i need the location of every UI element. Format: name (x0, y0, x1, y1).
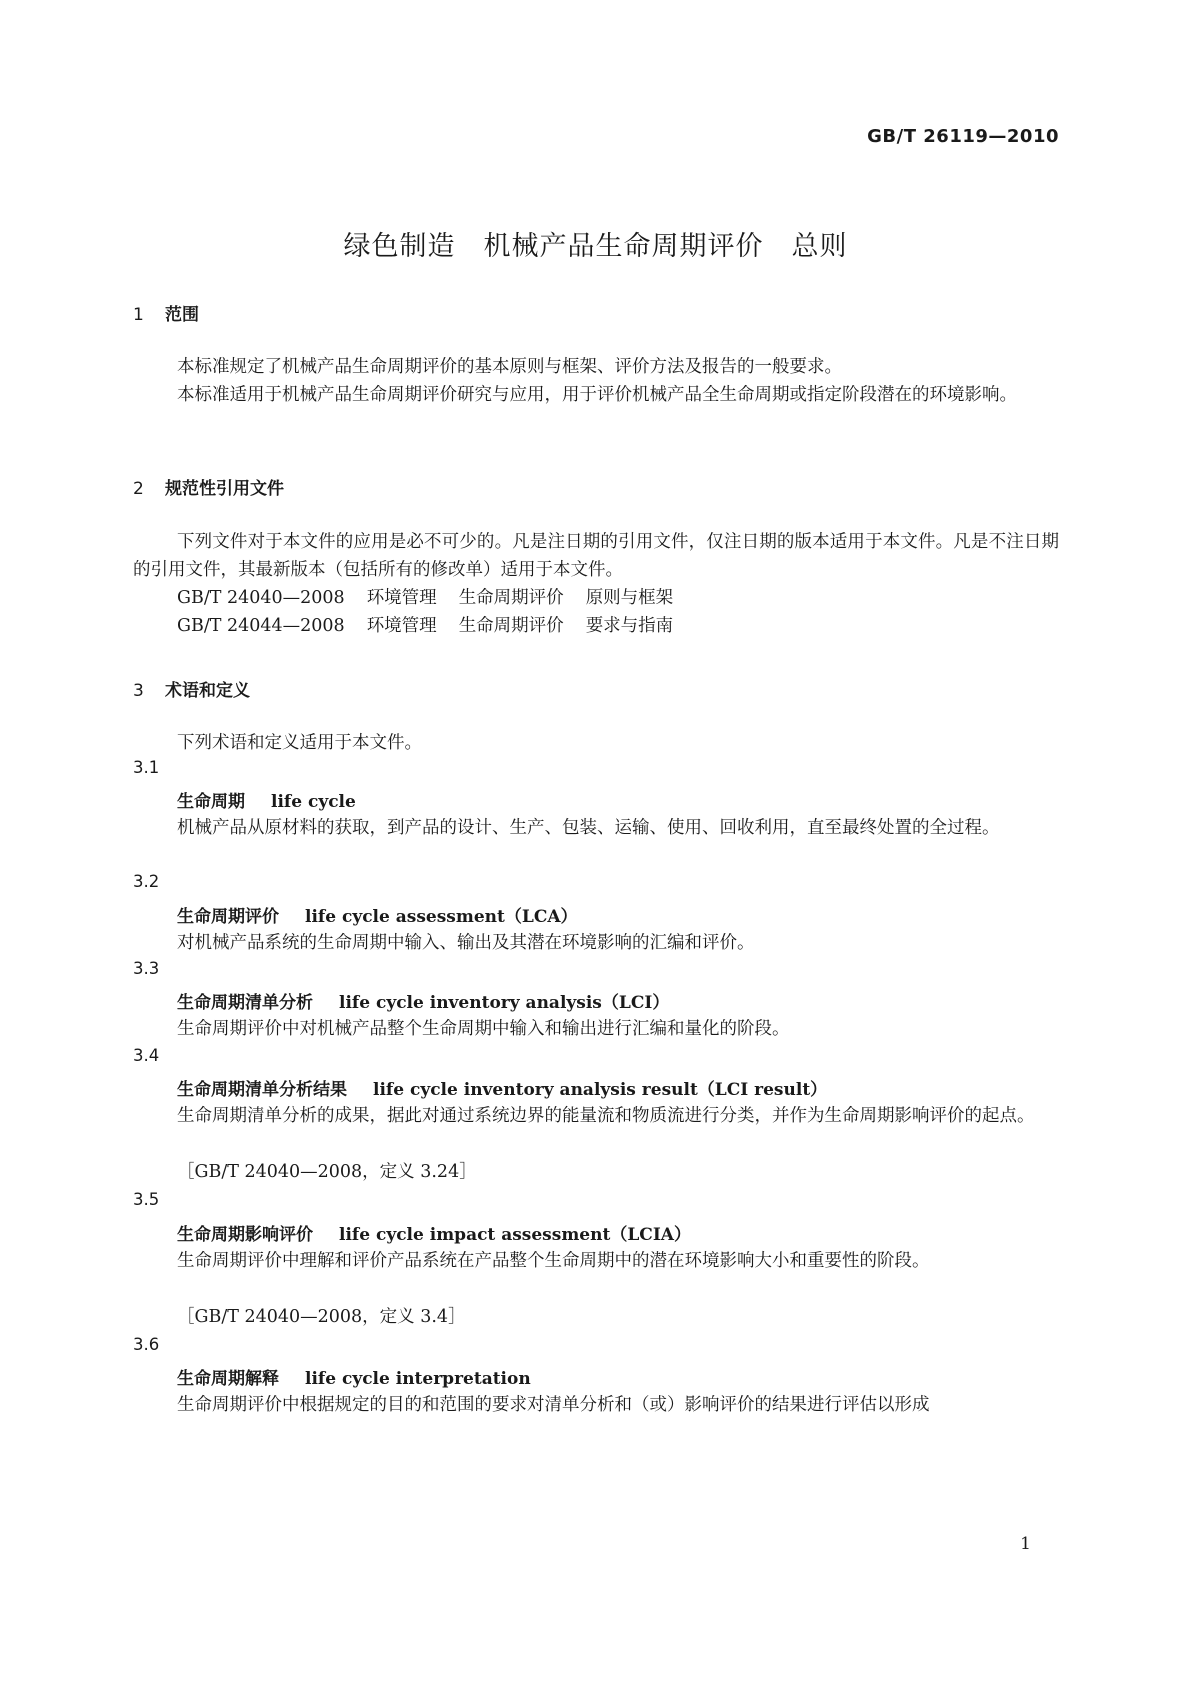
term-zh: 生命周期清单分析结果 (177, 1080, 347, 1100)
clause-number: 3.4 (133, 1046, 160, 1065)
reference-title-part: 环境管理 (366, 588, 437, 608)
term-entry (177, 988, 669, 1013)
section-3-heading (133, 676, 250, 701)
reference-title-part: 生命周期评价 (458, 588, 564, 608)
reference-code: GB/T 24040—2008 (177, 588, 345, 608)
clause-number: 3.6 (133, 1335, 160, 1354)
term-entry (177, 902, 578, 927)
term-en: life cycle (271, 792, 356, 812)
reference-code: GB/T 24044—2008 (177, 616, 345, 636)
standard-code: GB/T 26119—2010 (867, 126, 1059, 147)
section-number: 3 (133, 681, 144, 701)
reference-item (177, 584, 673, 612)
term-definition: 对机械产品系统的生命周期中输入、输出及其潜在环境影响的汇编和评价。 (177, 933, 755, 953)
page-number: 1 (1020, 1534, 1031, 1554)
term-en: life cycle inventory analysis（LCI） (339, 993, 670, 1013)
section-title: 范围 (165, 305, 199, 325)
term-en: life cycle assessment（LCA） (305, 907, 578, 927)
paragraph: 下列术语和定义适用于本文件。 (177, 733, 422, 753)
section-title: 规范性引用文件 (165, 479, 284, 499)
document-title: 绿色制造 机械产品生命周期评价 总则 (343, 231, 848, 262)
term-entry (177, 1364, 531, 1389)
term-definition: 生命周期清单分析的成果，据此对通过系统边界的能量流和物质流进行分类，并作为生命周期影响评价的起点。 (177, 1106, 1035, 1126)
reference-title-part: 原则与框架 (585, 588, 674, 608)
reference-title-part: 环境管理 (366, 616, 437, 636)
section-2-heading (133, 474, 284, 499)
term-definition: 生命周期评价中根据规定的目的和范围的要求对清单分析和（或）影响评价的结果进行评估以形成 (177, 1395, 930, 1415)
section-number: 1 (133, 305, 144, 325)
term-zh: 生命周期解释 (177, 1369, 279, 1389)
section-title: 术语和定义 (165, 681, 250, 701)
section-number: 2 (133, 479, 144, 499)
paragraph: 本标准规定了机械产品生命周期评价的基本原则与框架、评价方法及报告的一般要求。 (177, 357, 842, 377)
term-entry (177, 1220, 691, 1245)
term-entry (177, 787, 356, 812)
term-definition: 生命周期评价中对机械产品整个生命周期中输入和输出进行汇编和量化的阶段。 (177, 1019, 790, 1039)
term-source: ［GB/T 24040—2008，定义 3.4］ (177, 1307, 466, 1327)
section-1-heading (133, 300, 199, 325)
term-en: life cycle interpretation (305, 1369, 531, 1389)
reference-item (177, 612, 673, 640)
paragraph: 本标准适用于机械产品生命周期评价研究与应用，用于评价机械产品全生命周期或指定阶段潜在的环境影响。 (177, 385, 1017, 405)
clause-number: 3.2 (133, 872, 160, 891)
clause-number: 3.5 (133, 1190, 160, 1209)
paragraph: 下列文件对于本文件的应用是必不可少的。凡是注日期的引用文件，仅注日期的版本适用于本文件。凡是不注日期的引用文件，其最新版本（包括所有的修改单）适用于本文件。 (133, 532, 1059, 580)
term-en: life cycle inventory analysis result（LCI result） (373, 1080, 828, 1100)
term-zh: 生命周期影响评价 (177, 1225, 313, 1245)
term-definition: 机械产品从原材料的获取，到产品的设计、生产、包装、运输、使用、回收利用，直至最终处置的全过程。 (177, 818, 1000, 838)
term-definition: 生命周期评价中理解和评价产品系统在产品整个生命周期中的潜在环境影响大小和重要性的阶段。 (177, 1251, 930, 1271)
term-entry (177, 1075, 827, 1100)
term-zh: 生命周期清单分析 (177, 993, 313, 1013)
clause-number: 3.1 (133, 758, 160, 777)
term-zh: 生命周期 (177, 792, 245, 812)
term-en: life cycle impact assessment（LCIA） (339, 1225, 691, 1245)
term-zh: 生命周期评价 (177, 907, 279, 927)
term-source: ［GB/T 24040—2008，定义 3.24］ (177, 1162, 477, 1182)
reference-title-part: 生命周期评价 (458, 616, 564, 636)
clause-number: 3.3 (133, 959, 160, 978)
reference-title-part: 要求与指南 (585, 616, 674, 636)
